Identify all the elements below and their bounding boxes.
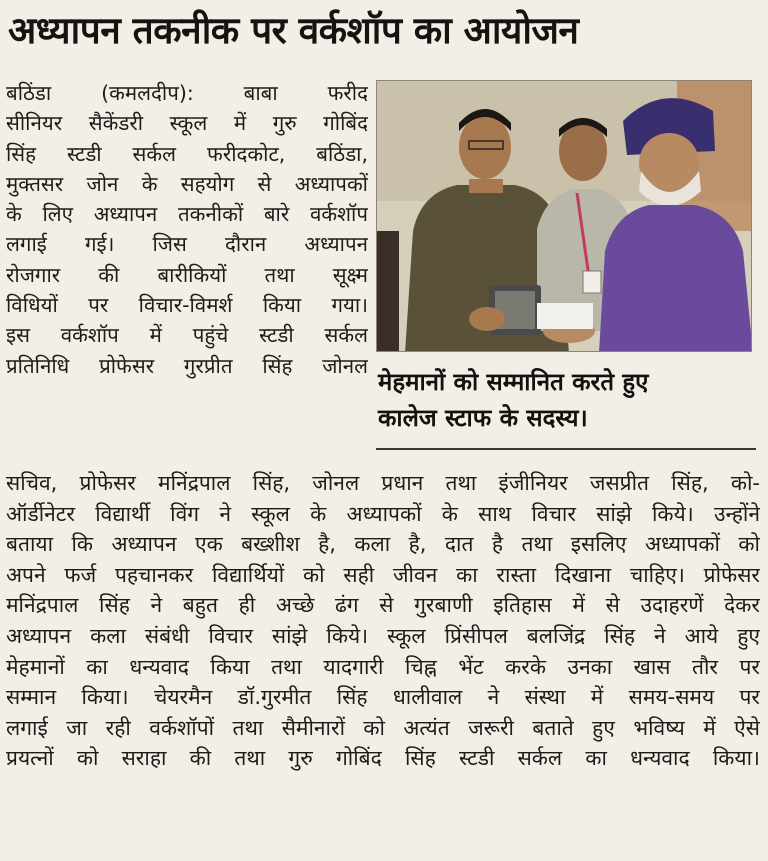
text-line: सीनियर सैकेंडरी स्कूल में गुरु गोबिंद bbox=[6, 111, 368, 136]
caption-line: कालेज स्टाफ के सदस्य। bbox=[378, 404, 588, 432]
text-line: बठिंडा (कमलदीप): बाबा फरीद bbox=[6, 81, 368, 105]
article-photo bbox=[376, 80, 752, 352]
caption-line: मेहमानों को सम्मानित करते हुए bbox=[378, 368, 649, 396]
text-line: अपने फर्ज पहचानकर विद्यार्थियों को सही जीवन का रास्ता दिखाना चाहिए। प्रोफेसर bbox=[6, 562, 760, 587]
text-line: रोजगार की बारीकियों तथा सूक्ष्म bbox=[6, 262, 368, 287]
text-line: के लिए अध्यापन तकनीकों बारे वर्कशॉप bbox=[6, 202, 368, 227]
text-line: लगाई गई। जिस दौरान अध्यापन bbox=[6, 232, 368, 257]
caption-divider bbox=[376, 448, 756, 450]
photo-illustration bbox=[377, 81, 752, 352]
text-line: प्रयत्नों को सराहा की तथा गुरु गोबिंद सिंह स्टडी सर्कल का धन्यवाद किया। bbox=[6, 746, 760, 771]
text-line: मेहमानों का धन्यवाद किया तथा यादगारी चिह्न भेंट करके उनका खास तौर पर bbox=[6, 654, 760, 679]
text-line: इस वर्कशॉप में पहुंचे स्टडी सर्कल bbox=[6, 323, 368, 348]
photo-caption bbox=[378, 364, 754, 436]
text-line: लगाई जा रही वर्कशॉपों तथा सैमीनारों को अत्यंत जरूरी बताते हुए भविष्य में ऐसे bbox=[6, 715, 760, 740]
text-line: ऑर्डीनेटर विद्यार्थी विंग ने स्कूल के अध्यापकों के साथ विचार सांझे किये। उन्होंने bbox=[6, 501, 760, 526]
text-line: विधियों पर विचार-विमर्श किया गया। bbox=[6, 293, 368, 318]
article-body-text bbox=[6, 468, 760, 774]
text-line: अध्यापन कला संबंधी विचार सांझे किये। स्कूल प्रिंसीपल बलजिंद्र सिंह ने आये हुए bbox=[6, 623, 760, 648]
text-line: सिंह स्टडी सर्कल फरीदकोट, बठिंडा, bbox=[6, 141, 368, 166]
text-line: प्रतिनिधि प्रोफेसर गुरप्रीत सिंह जोनल bbox=[6, 353, 368, 378]
headline: अध्यापन तकनीक पर वर्कशॉप का आयोजन bbox=[8, 9, 579, 52]
text-line: मनिंद्रपाल सिंह ने बहुत ही अच्छे ढंग से गुरबाणी इतिहास में से उदाहरणें देकर bbox=[6, 593, 760, 618]
text-line: सम्मान किया। चेयरमैन डॉ.गुरमीत सिंह धालीवाल ने संस्था में समय-समय पर bbox=[6, 685, 760, 710]
article-column-text bbox=[6, 78, 368, 381]
text-line: बताया कि अध्यापन एक बख्शीश है, कला है, दात है तथा इसलिए अध्यापकों को bbox=[6, 532, 760, 557]
text-line: मुक्तसर जोन के सहयोग से अध्यापकों bbox=[6, 171, 368, 196]
text-line: सचिव, प्रोफेसर मनिंद्रपाल सिंह, जोनल प्रधान तथा इंजीनियर जसप्रीत सिंह, को- bbox=[6, 471, 760, 495]
